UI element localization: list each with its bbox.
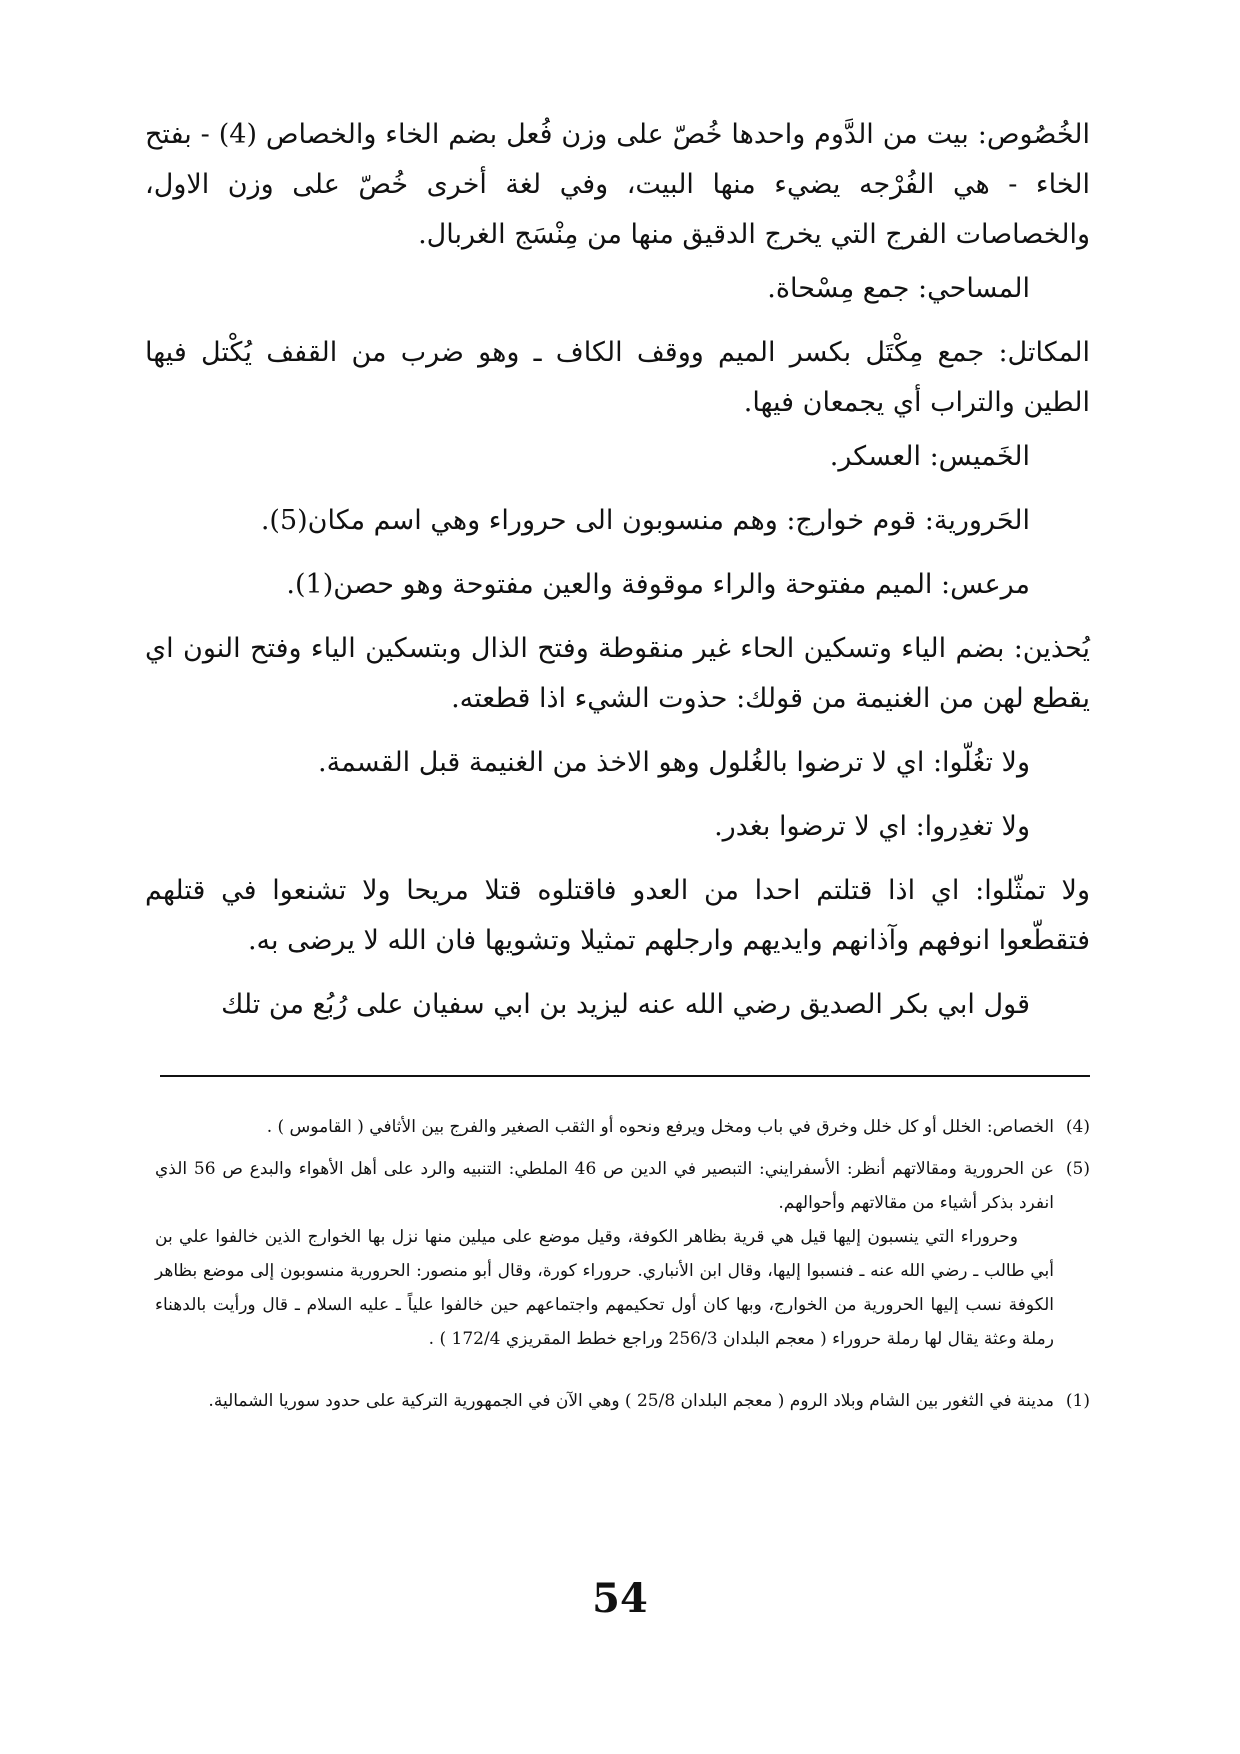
main-text bbox=[145, 110, 1090, 1044]
paragraph-khusus: الخُصُوص: بيت من الدَّوم واحدها خُصّ على وزن فُعل بضم الخاء والخصاص (4) - بفتح الخاء - هي الفُرْجه يضيء منها البيت، وفي لغة أخرى خُصّ على وزن الاول، والخصاصات الفرج التي يخرج الدقيق منها من مِنْسَج الغربال. bbox=[145, 119, 1090, 250]
paragraph-la-taghullu: ولا تغُلّوا: اي لا ترضوا بالغُلول وهو الاخذ من الغنيمة قبل القسمة. bbox=[318, 747, 1030, 778]
footnote-text: وحروراء التي ينسبون إليها قيل هي قرية بظاهر الكوفة، وقيل موضع على ميلين منها نزل بها الخوارج الذين خالفوا علي بن أبي طالب ـ رضي الله عنه ـ فنسبوا إليها، وقال ابن الأنباري. حروراء كورة، وقال أبو منصور: الحرورية منسوبون إلى موضع بظاهر الكوفة نسب إليها الحرورية من الخوارج، وبها كان أول تحكيمهم واجتماعهم حين خالفوا علياً ـ عليه السلام ـ قال ورأيت بالدهناء رملة وعثة يقال لها رملة حروراء ( معجم البلدان 256/3 وراجع خطط المقريزي 172/4 ) . bbox=[155, 1227, 1054, 1349]
paragraph-abu-bakr-quote: قول ابي بكر الصديق رضي الله عنه ليزيد بن ابي سفيان على رُبُع من تلك bbox=[221, 989, 1030, 1020]
paragraph-makatil: المكاتل: جمع مِكْتَل بكسر الميم ووقف الكاف ـ وهو ضرب من القفف يُكْتل فيها الطين والتراب أي يجمعان فيها. bbox=[145, 337, 1090, 418]
footnote-1 bbox=[155, 1384, 1090, 1418]
paragraph-la-tumaththilu: ولا تمثّلوا: اي اذا قتلتم احدا من العدو فاقتلوه قتلا مريحا ولا تشنعوا في قتلهم فتقطّعوا انوفهم وآذانهم وايديهم وارجلهم تمثيلا وتشويها فان الله لا يرضى به. bbox=[145, 875, 1090, 956]
footnote-text: عن الحرورية ومقالاتهم أنظر: الأسفرايني: التبصير في الدين ص 46 الملطي: التنبيه والرد على أهل الأهواء والبدع ص 56 الذي انفرد بذكر أشياء من مقالاتهم وأحوالهم. bbox=[155, 1159, 1054, 1213]
footnote-number: (5) bbox=[1065, 1159, 1090, 1179]
footnote-text: الخصاص: الخلل أو كل خلل وخرق في باب ومخل ويرفع ونحوه أو الثقب الصغير والفرج بين الأثافي ( القاموس ) . bbox=[266, 1117, 1054, 1137]
paragraph-khamis: الخَميس: العسكر. bbox=[829, 441, 1030, 472]
footnote-separator bbox=[160, 1075, 1090, 1077]
footnote-4 bbox=[155, 1110, 1090, 1144]
page-number: 54 bbox=[592, 1575, 648, 1622]
paragraph-yuhdhin: يُحذين: بضم الياء وتسكين الحاء غير منقوطة وفتح الذال وبتسكين الياء وفتح النون اي يقطع لهن من الغنيمة من قولك: حذوت الشيء اذا قطعته. bbox=[145, 633, 1090, 714]
footnote-number: (4) bbox=[1065, 1117, 1090, 1137]
paragraph-mar-as: مرعس: الميم مفتوحة والراء موقوفة والعين مفتوحة وهو حصن(1). bbox=[286, 569, 1030, 600]
footnote-5 bbox=[155, 1152, 1090, 1356]
footnotes bbox=[155, 1110, 1090, 1426]
paragraph-la-taghdiru: ولا تغدِروا: اي لا ترضوا بغدر. bbox=[714, 811, 1030, 842]
paragraph-masahi: المساحي: جمع مِسْحاة. bbox=[767, 273, 1030, 304]
footnote-text: مدينة في الثغور بين الشام وبلاد الروم ( معجم البلدان 25/8 ) وهي الآن في الجمهورية التركية على حدود سوريا الشمالية. bbox=[208, 1391, 1054, 1411]
paragraph-haruriya: الحَرورية: قوم خوارج: وهم منسوبون الى حروراء وهي اسم مكان(5). bbox=[260, 505, 1030, 536]
footnote-number: (1) bbox=[1065, 1391, 1090, 1411]
